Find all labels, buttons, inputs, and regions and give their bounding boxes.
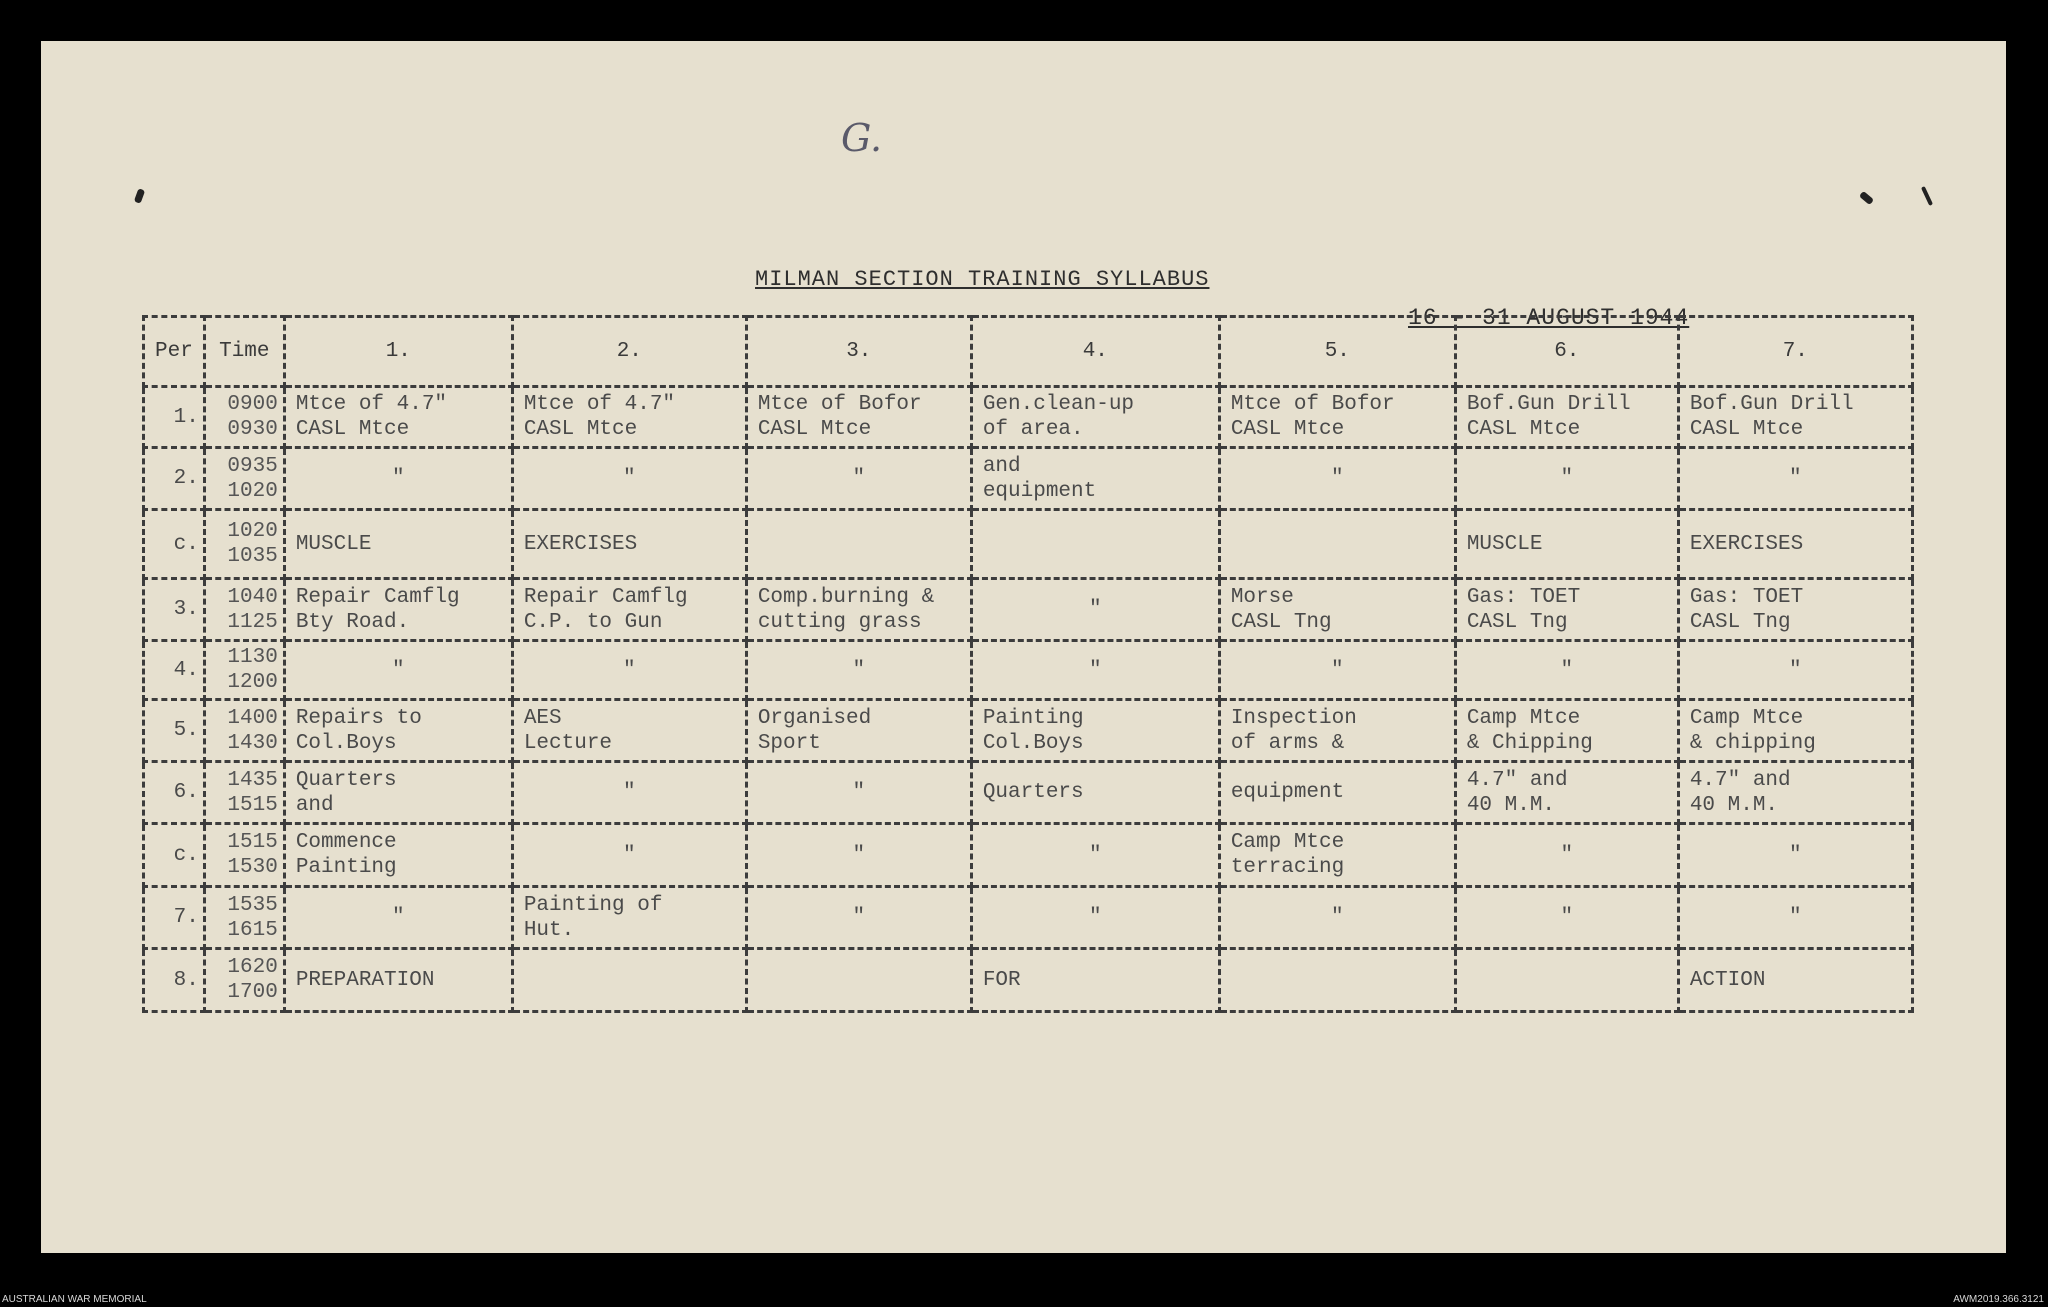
schedule-cell: Comp.burning & cutting grass (746, 579, 971, 641)
schedule-cell: " (1455, 448, 1678, 510)
schedule-cell: Inspection of arms & (1219, 700, 1455, 762)
period-cell: 4. (144, 641, 205, 700)
header-day-2: 2. (512, 317, 746, 387)
footer-credit: AUSTRALIAN WAR MEMORIAL (2, 1294, 147, 1305)
time-cell: 0900 0930 (204, 387, 284, 448)
schedule-cell: FOR (971, 949, 1219, 1012)
header-day-6: 6. (1455, 317, 1678, 387)
footer-reference: AWM2019.366.3121 (1953, 1294, 2044, 1305)
table-row (144, 510, 1913, 579)
schedule-cell: " (1219, 887, 1455, 949)
schedule-cell: " (971, 641, 1219, 700)
schedule-cell: " (1219, 641, 1455, 700)
schedule-cell: and equipment (971, 448, 1219, 510)
punch-mark (1921, 186, 1933, 206)
punch-mark (1859, 191, 1874, 205)
header-day-7: 7. (1678, 317, 1912, 387)
schedule-cell: " (746, 762, 971, 824)
schedule-cell: Gas: TOET CASL Tng (1455, 579, 1678, 641)
schedule-cell: PREPARATION (284, 949, 512, 1012)
schedule-cell: Repair Camflg Bty Road. (284, 579, 512, 641)
period-cell: 6. (144, 762, 205, 824)
time-cell: 1435 1515 (204, 762, 284, 824)
schedule-cell (1219, 510, 1455, 579)
schedule-cell (746, 510, 971, 579)
schedule-cell: Mtce of 4.7" CASL Mtce (512, 387, 746, 448)
table-body (144, 387, 1913, 1012)
handwritten-mark: G. (841, 116, 883, 160)
schedule-cell: " (512, 448, 746, 510)
schedule-cell: " (746, 887, 971, 949)
schedule-cell: " (746, 448, 971, 510)
time-cell: 1535 1615 (204, 887, 284, 949)
schedule-cell: Gas: TOET CASL Tng (1678, 579, 1912, 641)
schedule-cell: " (1678, 824, 1912, 887)
schedule-cell: " (1455, 824, 1678, 887)
header-day-5: 5. (1219, 317, 1455, 387)
schedule-cell: " (1219, 448, 1455, 510)
schedule-cell: AES Lecture (512, 700, 746, 762)
period-cell: 5. (144, 700, 205, 762)
header-period: Per (144, 317, 205, 387)
period-cell: 1. (144, 387, 205, 448)
schedule-cell: Repairs to Col.Boys (284, 700, 512, 762)
table-row (144, 700, 1913, 762)
document-title: MILMAN SECTION TRAINING SYLLABUS (755, 267, 1210, 292)
document-date: 16 - 31 AUGUST 1944 (1408, 305, 1690, 331)
table-row (144, 448, 1913, 510)
schedule-cell: Quarters (971, 762, 1219, 824)
schedule-cell: Commence Painting (284, 824, 512, 887)
time-cell: 1620 1700 (204, 949, 284, 1012)
schedule-cell: Mtce of Bofor CASL Mtce (1219, 387, 1455, 448)
schedule-cell: " (971, 824, 1219, 887)
schedule-cell: " (284, 448, 512, 510)
period-cell: 8. (144, 949, 205, 1012)
schedule-cell: Mtce of Bofor CASL Mtce (746, 387, 971, 448)
schedule-cell: " (512, 824, 746, 887)
schedule-cell: " (1678, 641, 1912, 700)
time-cell: 1020 1035 (204, 510, 284, 579)
schedule-cell: MUSCLE (284, 510, 512, 579)
period-cell: c. (144, 824, 205, 887)
schedule-cell: Gen.clean-up of area. (971, 387, 1219, 448)
schedule-cell (1455, 949, 1678, 1012)
schedule-cell: 4.7" and 40 M.M. (1678, 762, 1912, 824)
schedule-cell: EXERCISES (1678, 510, 1912, 579)
schedule-cell: " (746, 824, 971, 887)
time-cell: 1400 1430 (204, 700, 284, 762)
schedule-cell: 4.7" and 40 M.M. (1455, 762, 1678, 824)
schedule-cell: " (284, 641, 512, 700)
table-row (144, 387, 1913, 448)
schedule-cell: Camp Mtce & Chipping (1455, 700, 1678, 762)
header-day-4: 4. (971, 317, 1219, 387)
schedule-cell: " (971, 887, 1219, 949)
table-row (144, 641, 1913, 700)
schedule-cell: " (512, 641, 746, 700)
time-cell: 1130 1200 (204, 641, 284, 700)
schedule-cell: " (1678, 887, 1912, 949)
header-day-1: 1. (284, 317, 512, 387)
schedule-cell: Organised Sport (746, 700, 971, 762)
schedule-cell: " (746, 641, 971, 700)
punch-mark (134, 188, 145, 204)
schedule-cell (1219, 949, 1455, 1012)
period-cell: c. (144, 510, 205, 579)
header-row (144, 317, 1913, 387)
syllabus-table (142, 315, 1914, 1013)
schedule-cell: EXERCISES (512, 510, 746, 579)
time-cell: 1040 1125 (204, 579, 284, 641)
schedule-cell: Quarters and (284, 762, 512, 824)
time-cell: 0935 1020 (204, 448, 284, 510)
schedule-cell: " (1455, 641, 1678, 700)
schedule-cell: Bof.Gun Drill CASL Mtce (1678, 387, 1912, 448)
schedule-cell: " (1455, 887, 1678, 949)
period-cell: 7. (144, 887, 205, 949)
schedule-cell: MUSCLE (1455, 510, 1678, 579)
schedule-cell: Mtce of 4.7" CASL Mtce (284, 387, 512, 448)
period-cell: 3. (144, 579, 205, 641)
schedule-cell (746, 949, 971, 1012)
table-row (144, 762, 1913, 824)
schedule-cell: " (512, 762, 746, 824)
schedule-cell: Repair Camflg C.P. to Gun (512, 579, 746, 641)
period-cell: 2. (144, 448, 205, 510)
schedule-cell: ACTION (1678, 949, 1912, 1012)
schedule-cell (971, 510, 1219, 579)
table-row (144, 824, 1913, 887)
schedule-cell: " (284, 887, 512, 949)
schedule-cell: Painting Col.Boys (971, 700, 1219, 762)
schedule-cell: " (971, 579, 1219, 641)
time-cell: 1515 1530 (204, 824, 284, 887)
schedule-cell: Camp Mtce terracing (1219, 824, 1455, 887)
schedule-cell: " (1678, 448, 1912, 510)
table-row (144, 887, 1913, 949)
schedule-cell (512, 949, 746, 1012)
schedule-cell: Morse CASL Tng (1219, 579, 1455, 641)
schedule-cell: Camp Mtce & chipping (1678, 700, 1912, 762)
schedule-cell: Bof.Gun Drill CASL Mtce (1455, 387, 1678, 448)
table-row (144, 949, 1913, 1012)
schedule-cell: Painting of Hut. (512, 887, 746, 949)
header-day-3: 3. (746, 317, 971, 387)
schedule-cell: equipment (1219, 762, 1455, 824)
table-row (144, 579, 1913, 641)
header-time: Time (204, 317, 284, 387)
